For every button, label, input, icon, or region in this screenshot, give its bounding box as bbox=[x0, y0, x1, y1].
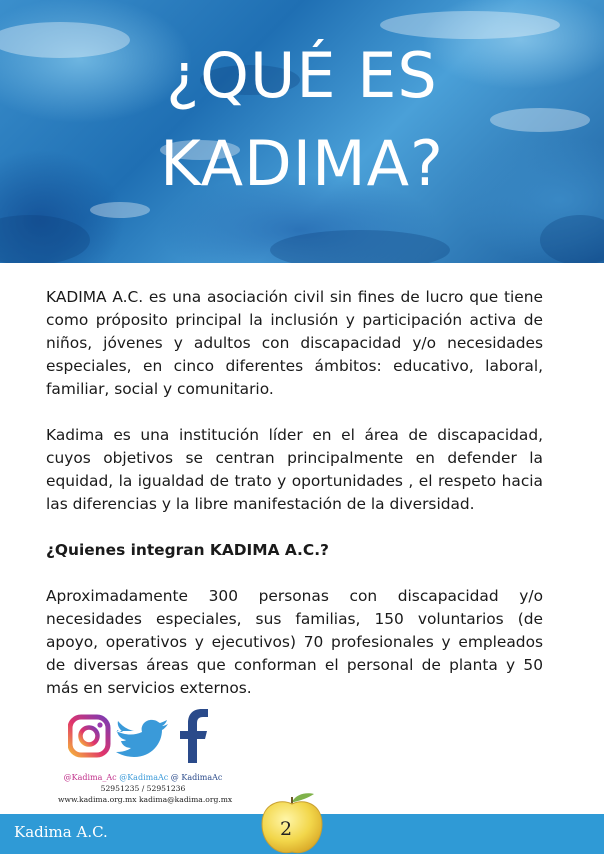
paragraph-mission: Kadima es una institución líder en el área de discapacidad, cuyos objetivos se centran principalmente en defender la equidad, la igualdad de trato y oportunidades , el respeto hacia las diferencias y la libre manifestación de la diversidad. bbox=[46, 426, 543, 513]
title-line-2: KADIMA? bbox=[160, 127, 444, 200]
body-content bbox=[46, 286, 543, 723]
facebook-icon[interactable] bbox=[180, 709, 208, 763]
instagram-icon[interactable] bbox=[70, 717, 108, 755]
section-heading: ¿Quienes integran KADIMA A.C.? bbox=[46, 541, 329, 559]
phone-numbers: 52951235 / 52951236 bbox=[100, 784, 186, 793]
page-title bbox=[0, 32, 604, 208]
page-number: 2 bbox=[279, 818, 293, 840]
web-and-email[interactable]: www.kadima.org.mx kadima@kadima.org.mx bbox=[58, 795, 233, 804]
social-block bbox=[58, 705, 233, 805]
twitter-handle[interactable]: @KadimaAc bbox=[119, 773, 169, 782]
twitter-icon[interactable] bbox=[116, 720, 168, 757]
social-icons bbox=[68, 705, 218, 765]
instagram-handle[interactable]: @Kadima_Ac bbox=[63, 773, 117, 782]
hero-banner bbox=[0, 0, 604, 263]
footer-brand: Kadima A.C. bbox=[14, 823, 108, 841]
paragraph-intro: KADIMA A.C. es una asociación civil sin fines de lucro que tiene como próposito principal la inclusión y participación activa de niños, jóvenes y adultos con discapacidad y/o necesidades especiales, en cinco diferentes ámbitos: educativo, laboral, familiar, social y comunitario. bbox=[46, 288, 543, 398]
title-line-1: ¿QUÉ ES bbox=[166, 39, 438, 112]
social-handles bbox=[58, 772, 233, 805]
paragraph-members: Aproximadamente 300 personas con discapacidad y/o necesidades especiales, sus familias, 150 voluntarios (de apoyo, operativos y ejecutivos) 70 profesionales y empleados de diversas áreas que conforman el personal de planta y 50 más en servicios externos. bbox=[46, 587, 543, 697]
facebook-handle[interactable]: @ KadimaAc bbox=[170, 773, 223, 782]
